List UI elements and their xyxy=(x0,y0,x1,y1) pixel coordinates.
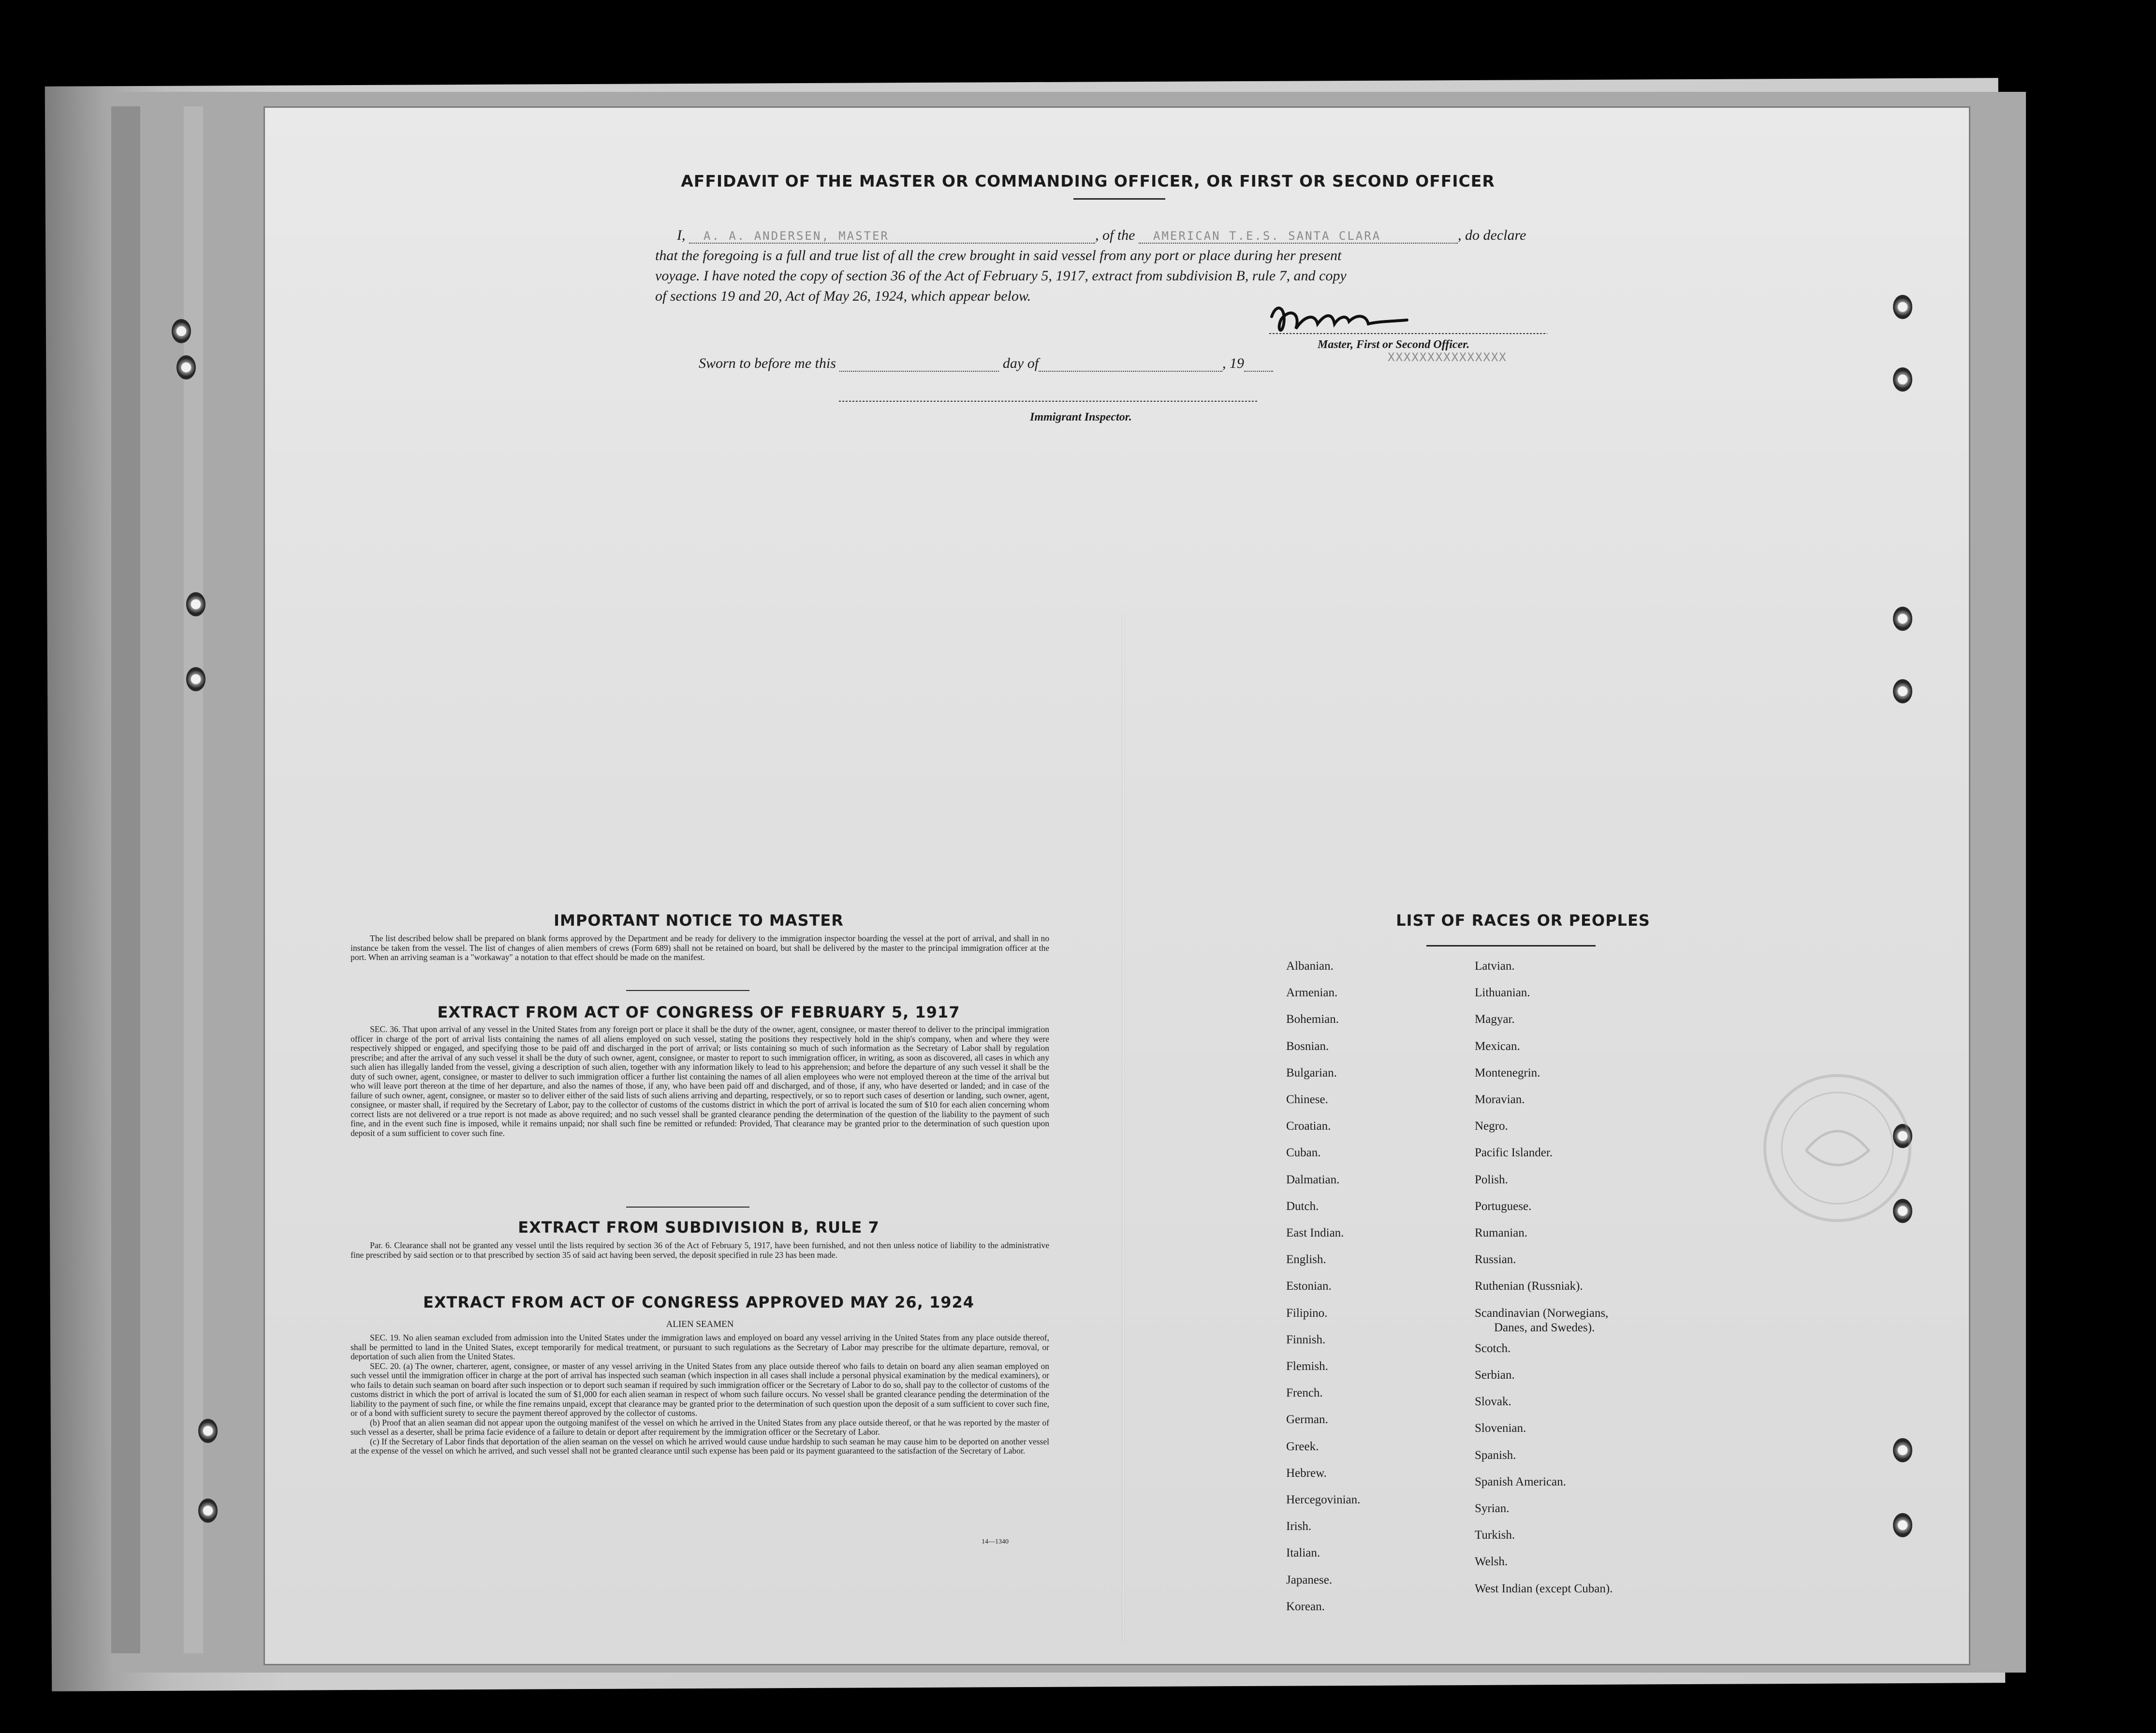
signature-scrawl xyxy=(1272,308,1407,330)
affidavit-line-1 xyxy=(655,227,1526,244)
sworn-month-field xyxy=(1039,356,1222,372)
sworn-year-field xyxy=(1244,356,1273,372)
race-item: Slovenian. xyxy=(1475,1422,1526,1435)
alien-seamen-subtitle: ALIEN SEAMEN xyxy=(666,1319,734,1329)
race-item: Bulgarian. xyxy=(1286,1066,1337,1079)
sworn-text: Sworn to before me this xyxy=(699,355,836,371)
embossed-seal xyxy=(1765,1076,1910,1221)
race-item: Serbian. xyxy=(1475,1369,1515,1382)
race-item: Syrian. xyxy=(1475,1502,1510,1515)
section-rule xyxy=(626,990,749,991)
extract-rule7-title: EXTRACT FROM SUBDIVISION B, RULE 7 xyxy=(518,1218,880,1237)
affidavit-line-3: voyage. I have noted the copy of section 36 of the Act of February 5, 1917, extract from subdivision B, rule 7, and copy xyxy=(655,268,1347,284)
races-title-rule xyxy=(1426,945,1596,947)
affidavit-line-2: that the foregoing is a full and true list of all the crew brought in said vessel from any port or place during her present xyxy=(655,248,1342,263)
race-item: Welsh. xyxy=(1475,1555,1508,1569)
race-item: Cuban. xyxy=(1286,1146,1321,1160)
day-of-text: day of xyxy=(1002,355,1039,371)
race-item: Irish. xyxy=(1286,1520,1312,1533)
race-item: Dutch. xyxy=(1286,1199,1319,1213)
signature-label: Master, First or Second Officer. xyxy=(1318,338,1470,351)
extract-rule7-paragraph: Par. 6. Clearance shall not be granted any vessel until the lists required by section 36 of the Act of February 5, 1917, have been furnished, and not then unless notice of liability to the administrative fine prescribed by said section or to that prescribed by section 35 of said act having been served, the deposit specified in rule 23 has been made. xyxy=(351,1240,1049,1260)
race-item: Slovak. xyxy=(1475,1395,1511,1409)
crossed-out-text: XXXXXXXXXXXXXXX xyxy=(1388,350,1507,364)
vessel-name-value: AMERICAN T.E.S. SANTA CLARA xyxy=(1153,229,1381,243)
race-item: German. xyxy=(1286,1413,1328,1427)
race-item: Hercegovinian. xyxy=(1286,1493,1361,1506)
race-item: Russian. xyxy=(1475,1253,1516,1267)
race-item: Pacific Islander. xyxy=(1475,1146,1553,1160)
race-item: Scotch. xyxy=(1475,1341,1511,1355)
race-item: Negro. xyxy=(1475,1120,1508,1133)
race-item: Mexican. xyxy=(1475,1039,1520,1053)
race-item: Dalmatian. xyxy=(1286,1173,1340,1186)
affidavit-line-4: of sections 19 and 20, Act of May 26, 1924, which appear below. xyxy=(655,288,1031,304)
race-item: Filipino. xyxy=(1286,1306,1328,1320)
race-item: Flemish. xyxy=(1286,1360,1328,1373)
race-item: Magyar. xyxy=(1475,1013,1515,1026)
race-item: Armenian. xyxy=(1286,986,1338,1000)
race-item: Chinese. xyxy=(1286,1093,1328,1106)
notice-title: IMPORTANT NOTICE TO MASTER xyxy=(554,911,844,930)
master-name-field xyxy=(689,228,1095,244)
race-item: English. xyxy=(1286,1253,1326,1267)
extract-1924-title: EXTRACT FROM ACT OF CONGRESS APPROVED MAY 26, 1924 xyxy=(423,1293,975,1311)
extract-1917-paragraph: SEC. 36. That upon arrival of any vessel in the United States from any foreign port or place it shall be the duty of the owner, agent, consignee, or master thereof to deliver to the principal immigration officer in charge of the port of arrival lists containing the names of all aliens employed on such vessel, stating the positions they respectively hold in the ship's company, when and where they were respectively shipped or engaged, and specifying those to be paid off and discharged in the port of arrival; or lists containing so much of such information as the Secretary of Labor shall by regulation prescribe; and after the arrival of any such vessel it shall be the duty of such owner, agent, consignee, or master to report to such immigration officer, in writing, as soon as discovered, all cases in which any such alien has illegally landed from the vessel, giving a description of such alien, together with any information likely to lead to his apprehension; and before the departure of any such vessel it shall be the duty of such owner, agent, consignee, or master to deliver to such immigration officer a further list containing the names of all alien employees who were not employed thereon at the time of the arrival but who will leave port thereon at the time of her departure, and also the names of those, if any, who have been paid off and discharged, and of those, if any, who have deserted or landed; and in case of the failure of such owner, agent, consignee, or master so to deliver either of the said lists of such aliens arriving and departing, respectively, or so to report such cases of desertion or landing, such owner, agent, consignee, or master shall, if required by the Secretary of Labor, pay to the collector of customs of the customs district in which the port of arrival is located the sum of $10 for each alien concerning whom correct lists are not delivered or a true report is not made as above required; and no such vessel shall be granted clearance pending the determination of the question of the liability to the payment of such fine, and in the event such fine is imposed, while it remains unpaid; nor shall such fine be remitted or refunded: Provided, That clearance may be granted prior to the determination of such question upon deposit of a sum sufficient to cover such fine. xyxy=(351,1024,1049,1138)
race-item: Spanish. xyxy=(1475,1448,1516,1462)
race-item: Scandinavian (Norwegians, xyxy=(1475,1306,1609,1320)
race-item: Estonian. xyxy=(1286,1280,1332,1293)
affidavit-of-the: , of the xyxy=(1095,227,1135,243)
extract-rule7-body xyxy=(351,1241,1049,1260)
race-item: Polish. xyxy=(1475,1173,1508,1186)
affidavit-do-declare: , do declare xyxy=(1458,227,1526,243)
race-item: Ruthenian (Russniak). xyxy=(1475,1280,1583,1293)
race-item: Portuguese. xyxy=(1475,1199,1532,1213)
vessel-name-field xyxy=(1139,228,1458,244)
sworn-line xyxy=(699,355,1273,372)
race-item: Bohemian. xyxy=(1286,1013,1339,1026)
race-item: Croatian. xyxy=(1286,1120,1331,1133)
race-item: Danes, and Swedes). xyxy=(1494,1321,1595,1334)
affidavit-i: I, xyxy=(677,227,686,243)
form-number: 14—1340 xyxy=(982,1538,1009,1545)
races-title: LIST OF RACES OR PEOPLES xyxy=(1396,911,1650,930)
title-rule xyxy=(1073,198,1165,200)
race-item: Albanian. xyxy=(1286,960,1334,973)
race-item: Italian. xyxy=(1286,1546,1320,1560)
inspector-label: Immigrant Inspector. xyxy=(1030,411,1132,423)
race-item: Turkish. xyxy=(1475,1529,1515,1542)
sec20b-paragraph: (b) Proof that an alien seaman did not appear upon the outgoing manifest of the vessel on which he arrived in the United States from any place outside thereof, or that he was reported by the master of such vessel as a deserter, shall be prima facie evidence of a failure to detain or deport after requirement by the immigration officer or the Secretary of Labor. xyxy=(351,1417,1049,1437)
race-item: West Indian (except Cuban). xyxy=(1475,1582,1613,1595)
sec20c-paragraph: (c) If the Secretary of Labor finds that deportation of the alien seaman on the vessel on which he arrived would cause undue hardship to such seaman he may cause him to be deported on another vessel at the expense of the vessel on which he arrived, and such vessel shall not be granted clearance until such expense has been paid or its payment guaranteed to the satisfaction of the Secretary of Labor. xyxy=(351,1436,1049,1456)
notice-body xyxy=(351,934,1049,962)
affidavit-title: AFFIDAVIT OF THE MASTER OR COMMANDING OFFICER, OR FIRST OR SECOND OFFICER xyxy=(681,172,1495,190)
race-item: Korean. xyxy=(1286,1600,1325,1613)
race-item: Lithuanian. xyxy=(1475,986,1530,1000)
race-item: Bosnian. xyxy=(1286,1039,1329,1053)
extract-1917-title: EXTRACT FROM ACT OF CONGRESS OF FEBRUARY 5, 1917 xyxy=(437,1003,960,1021)
notice-paragraph: The list described below shall be prepared on blank forms approved by the Department and be ready for delivery to the immigration inspector boarding the vessel at the port of arrival, and shall in no instance be taken from the vessel. The list of changes of alien members of crews (Form 689) shall not be retained on board, but shall be delivered by the master to the principal immigration officer at the port. When an arriving seaman is a "workaway" a notation to that effect should be made on the manifest. xyxy=(351,933,1049,962)
section-rule xyxy=(626,1207,749,1208)
race-item: Finnish. xyxy=(1286,1333,1326,1346)
race-item: French. xyxy=(1286,1386,1323,1400)
race-item: East Indian. xyxy=(1286,1226,1344,1239)
race-item: Montenegrin. xyxy=(1475,1066,1540,1079)
race-item: Hebrew. xyxy=(1286,1466,1327,1480)
extract-1924-body xyxy=(351,1333,1049,1456)
race-item: Rumanian. xyxy=(1475,1226,1528,1239)
race-item: Greek. xyxy=(1286,1440,1319,1453)
race-item: Moravian. xyxy=(1475,1093,1525,1106)
race-item: Japanese. xyxy=(1286,1573,1333,1587)
race-item: Latvian. xyxy=(1475,960,1515,973)
master-name-value: A. A. ANDERSEN, MASTER xyxy=(704,229,889,243)
sec19-paragraph: SEC. 19. No alien seaman excluded from admission into the United States under the immigration laws and employed on board any vessel arriving in the United States from any place outside thereof, shall be permitted to land in the United States, except temporarily for medical treatment, or pursuant to such regulations as the Secretary of Labor may prescribe for the ultimate departure, removal, or deportation of such alien from the United States. xyxy=(351,1333,1049,1361)
sworn-day-field xyxy=(839,356,999,372)
race-item: Spanish American. xyxy=(1475,1475,1566,1488)
sec20a-paragraph: SEC. 20. (a) The owner, charterer, agent, consignee, or master of any vessel arriving in the United States from any place outside thereof who fails to detain on board any alien seaman employed on such vessel until the immigration officer in charge at the port of arrival has inspected such seaman (which inspection in all cases shall include a personal physical examination by the medical examiners), or who fails to detain such seaman on board after such inspection or to deport such seaman if required by such immigration officer or the Secretary of Labor to do so, shall pay to the collector of customs of the customs district in which the port of arrival is located the sum of $1,000 for each alien seaman in respect of whom such failure occurs. No vessel shall be granted clearance pending the determination of the liability to the payment of such fine, or while the fine remains unpaid, except that clearance may be granted prior to the determination of such question upon the deposit of a sum sufficient to cover such fine, or of a bond with sufficient surety to secure the payment thereof approved by the collector of customs. xyxy=(351,1361,1049,1418)
extract-1917-body xyxy=(351,1025,1049,1138)
year-text: , 19 xyxy=(1222,355,1245,371)
